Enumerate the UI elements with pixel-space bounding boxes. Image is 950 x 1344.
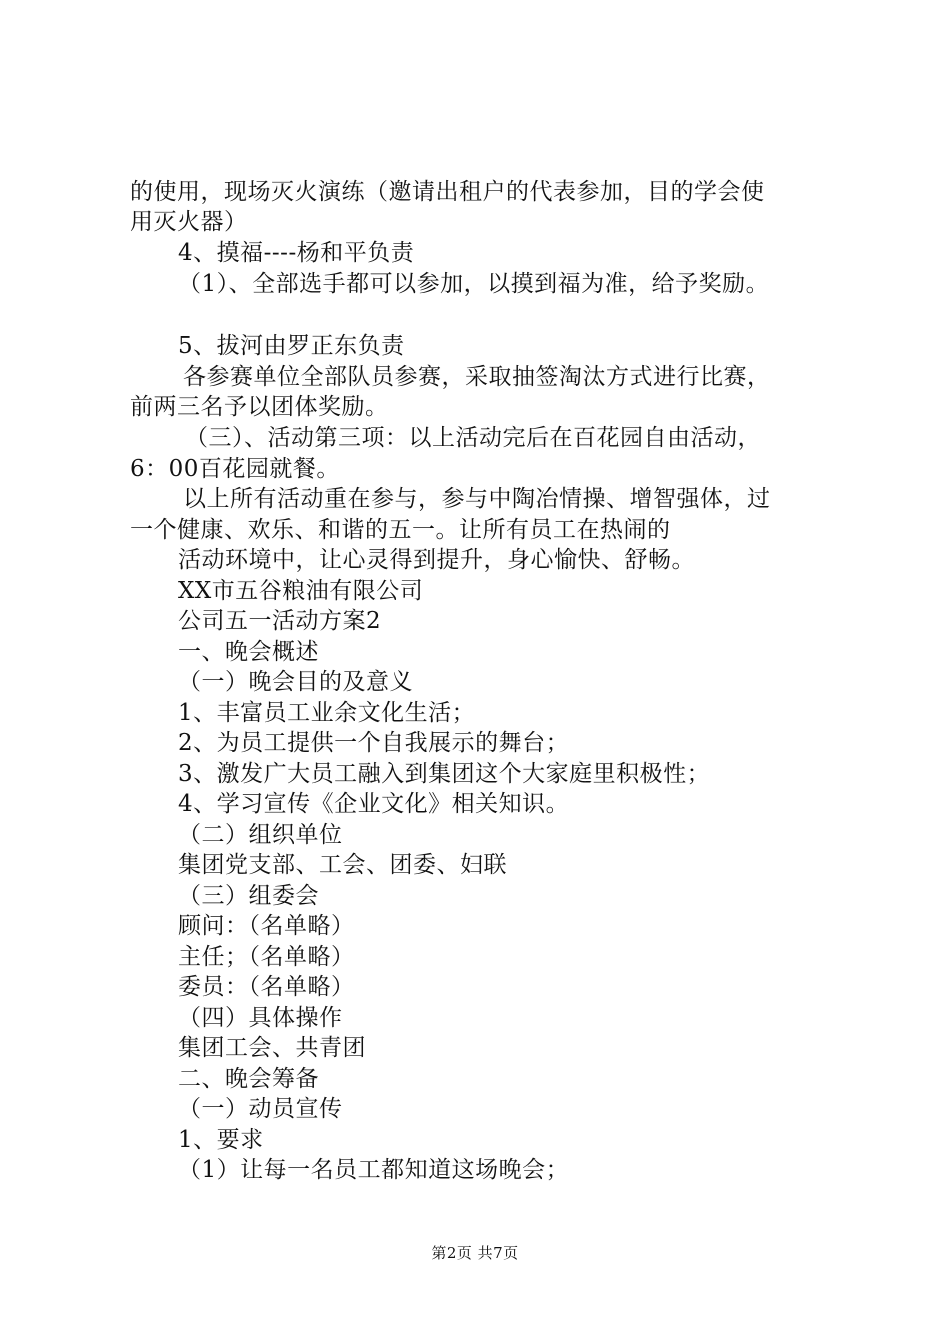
text-line: （三）组委会 — [178, 883, 319, 909]
text-line: 3、激发广大员工融入到集团这个大家庭里积极性； — [178, 761, 711, 787]
text-line: 2、为员工提供一个自我展示的舞台； — [178, 730, 570, 756]
text-line: 公司五一活动方案2 — [178, 608, 382, 634]
text-line: （四）具体操作 — [178, 1005, 343, 1031]
text-line: （二）组织单位 — [178, 822, 343, 848]
text-line: 一个健康、欢乐、和谐的五一。让所有员工在热闹的 — [130, 517, 671, 543]
text-line: 用灭火器） — [130, 209, 248, 235]
page-number-footer: 第2页 共7页 — [431, 1244, 519, 1262]
text-line: 集团党支部、工会、团委、妇联 — [178, 852, 507, 878]
text-line: 一、晚会概述 — [178, 639, 319, 665]
text-line: 主任；（名单略） — [178, 944, 355, 970]
text-line: （三）、活动第三项：以上活动完后在百花园自由活动， — [185, 425, 761, 451]
text-line: 顾问：（名单略） — [178, 913, 355, 939]
text-line: 活动环境中，让心灵得到提升，身心愉快、舒畅。 — [178, 547, 695, 573]
text-line: 委员：（名单略） — [178, 974, 355, 1000]
text-line: 1、要求 — [178, 1127, 264, 1153]
text-line: （一）动员宣传 — [178, 1096, 343, 1122]
text-line: 集团工会、共青团 — [178, 1035, 366, 1061]
text-line: （1）、全部选手都可以参加，以摸到福为准，给予奖励。 — [178, 271, 770, 297]
text-line: 6：00百花园就餐。 — [130, 456, 340, 482]
text-line: 4、学习宣传《企业文化》相关知识。 — [178, 791, 570, 817]
text-line: XX市五谷粮油有限公司 — [178, 578, 424, 604]
text-line: 1、丰富员工业余文化生活； — [178, 700, 476, 726]
text-line: （一）晚会目的及意义 — [178, 669, 413, 695]
text-line: 以上所有活动重在参与，参与中陶冶情操、增智强体，过 — [183, 486, 771, 512]
text-line: 5、拔河由罗正东负责 — [178, 333, 405, 359]
text-line: 的使用，现场灭火演练（邀请出租户的代表参加，目的学会使 — [130, 179, 765, 205]
text-line: 二、晚会筹备 — [178, 1066, 319, 1092]
text-line: 4、摸福----杨和平负责 — [178, 240, 415, 266]
text-line: （1）让每一名员工都知道这场晚会； — [178, 1157, 570, 1183]
text-line: 前两三名予以团体奖励。 — [130, 394, 389, 420]
text-line: 各参赛单位全部队员参赛，采取抽签淘汰方式进行比赛， — [183, 364, 771, 390]
